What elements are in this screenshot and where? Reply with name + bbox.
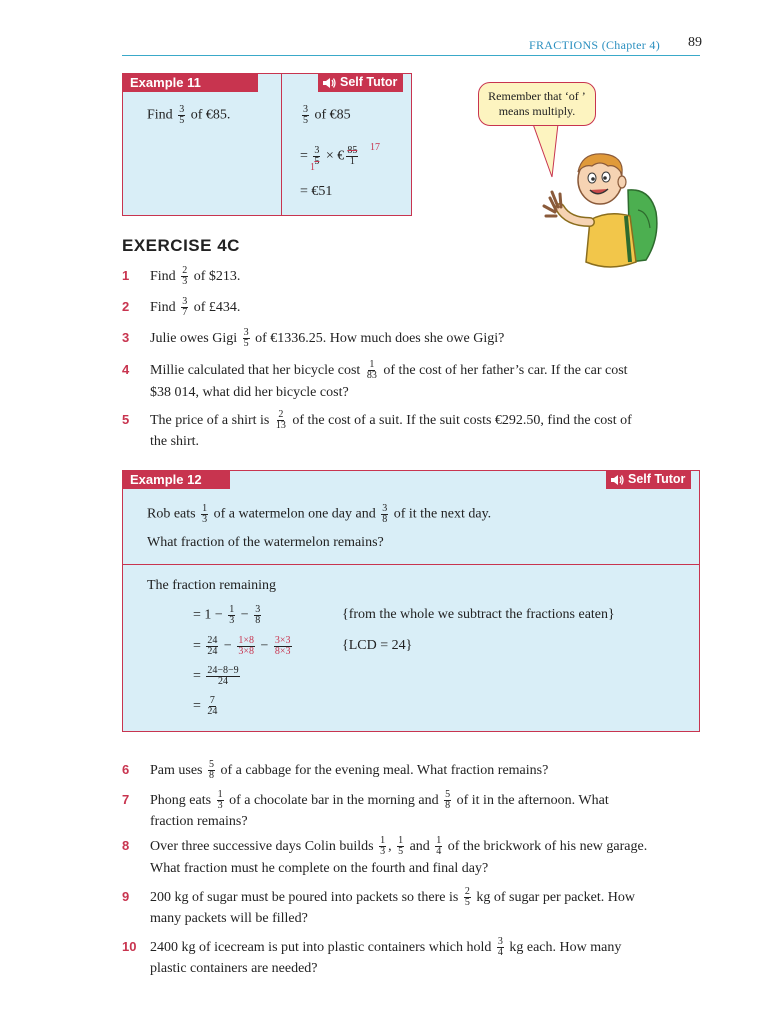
fraction: $\frac{3}{5}$ bbox=[314, 145, 320, 167]
question-3: Julie owes Gigi $\frac{3}{5}$ of €1336.25. How much does she owe Gigi? bbox=[150, 327, 505, 350]
question-6: Pam uses $\frac{5}{8}$ of a cabbage for the evening meal. What fraction remains? bbox=[150, 759, 549, 782]
example-11-question: Find $\frac{3}{5}$ of €85. bbox=[147, 104, 231, 126]
self-tutor-button-12[interactable] bbox=[606, 470, 691, 489]
fraction: $\frac{24-8-9}{24}$ bbox=[207, 665, 239, 687]
question-number: 8 bbox=[122, 838, 130, 853]
solution-line-3: = $\frac{24-8-9}{24}$ bbox=[193, 665, 239, 687]
example-11-box bbox=[122, 73, 412, 216]
cancelled-denominator: 1 bbox=[310, 162, 315, 173]
fraction: $\frac{2}{5}$ bbox=[464, 886, 470, 909]
fraction: $\frac{24}{24}$ bbox=[207, 635, 218, 657]
solution-intro: The fraction remaining bbox=[147, 578, 277, 593]
question-9-line-2: many packets will be filled? bbox=[150, 911, 308, 926]
solution-note-1: {from the whole we subtract the fractions eaten} bbox=[342, 607, 615, 622]
example-12-question: Rob eats $\frac{1}{3}$ of a watermelon one day and $\frac{3}{8}$ of it the next day. bbox=[147, 503, 492, 525]
example-12-question-line-2: What fraction of the watermelon remains? bbox=[147, 535, 384, 550]
fraction: $\frac{85}{1}$ bbox=[347, 145, 358, 167]
example-12-divider bbox=[123, 564, 699, 565]
fraction: $\frac{3}{8}$ bbox=[255, 604, 261, 626]
speech-bubble: Remember that ‘of ’ means multiply. bbox=[478, 82, 596, 126]
question-2: Find $\frac{3}{7}$ of £434. bbox=[150, 296, 241, 319]
question-number: 7 bbox=[122, 792, 130, 807]
question-4: Millie calculated that her bicycle cost $\frac{1}{83}$ of the cost of her father’s car. If the car cost bbox=[150, 359, 628, 382]
example-11-step-3: = €51 bbox=[300, 184, 333, 199]
question-number: 10 bbox=[122, 939, 137, 954]
question-number: 1 bbox=[122, 268, 130, 283]
solution-line-4: = $\frac{7}{24}$ bbox=[193, 695, 218, 717]
fraction: $\frac{3\times 3}{8\times 3}$ bbox=[274, 635, 291, 657]
fraction: $\frac{3}{8}$ bbox=[382, 503, 388, 525]
fraction: $\frac{1}{3}$ bbox=[229, 604, 235, 626]
fraction: $\frac{1}{4}$ bbox=[436, 835, 442, 858]
fraction: $\frac{2}{13}$ bbox=[275, 409, 286, 432]
question-number: 9 bbox=[122, 889, 130, 904]
question-4-line-2: $38 014, what did her bicycle cost? bbox=[150, 385, 349, 400]
question-number: 4 bbox=[122, 362, 130, 377]
fraction: $\frac{3}{7}$ bbox=[182, 296, 188, 319]
page-number: 89 bbox=[688, 35, 702, 50]
exercise-title: EXERCISE 4C bbox=[122, 236, 240, 255]
self-tutor-button-11[interactable] bbox=[318, 73, 403, 92]
question-10-line-2: plastic containers are needed? bbox=[150, 961, 318, 976]
question-number: 6 bbox=[122, 762, 130, 777]
fraction: $\frac{1}{5}$ bbox=[398, 835, 404, 858]
question-1: Find $\frac{2}{3}$ of $213. bbox=[150, 265, 241, 288]
cancelled-result: 17 bbox=[370, 142, 380, 153]
fraction: $\frac{1}{3}$ bbox=[217, 789, 223, 812]
question-8-line-2: What fraction must he complete on the fourth and final day? bbox=[150, 861, 489, 876]
question-5: The price of a shirt is $\frac{2}{13}$ of the cost of a suit. If the suit costs €292.50, find the cost of bbox=[150, 409, 632, 432]
question-8: Over three successive days Colin builds $\frac{1}{3}$ , $\frac{1}{5}$ and $\frac{1}{4}$ of the brickwork of his new garage. bbox=[150, 835, 648, 858]
solution-note-2: {LCD = 24} bbox=[342, 638, 413, 653]
question-number: 3 bbox=[122, 330, 130, 345]
fraction: $\frac{2}{3}$ bbox=[182, 265, 188, 288]
question-10: 2400 kg of icecream is put into plastic containers which hold $\frac{3}{4}$ kg each. How many bbox=[150, 936, 622, 959]
speaker-icon bbox=[610, 474, 624, 486]
example-12-label: Example 12 bbox=[122, 470, 230, 489]
example-11-step-1: $\frac{3}{5}$ of €85 bbox=[303, 104, 351, 126]
example-11-step-2: = $\frac{3}{5}$ 1 × € $\frac{85}{1}$ 17 bbox=[300, 146, 360, 167]
header-rule bbox=[122, 55, 700, 56]
fraction: $\frac{3}{4}$ bbox=[497, 936, 503, 959]
question-7: Phong eats $\frac{1}{3}$ of a chocolate bar in the morning and $\frac{5}{8}$ of it in the afternoon. What bbox=[150, 789, 609, 812]
speaker-icon bbox=[322, 77, 336, 89]
question-7-line-2: fraction remains? bbox=[150, 814, 248, 829]
fraction: $\frac{1}{3}$ bbox=[380, 835, 386, 858]
example-11-label: Example 11 bbox=[122, 73, 258, 92]
question-number: 5 bbox=[122, 412, 130, 427]
fraction: $\frac{5}{8}$ bbox=[209, 759, 214, 782]
example-11-divider bbox=[281, 74, 282, 215]
self-tutor-label: Self Tutor bbox=[340, 75, 398, 89]
fraction: $\frac{7}{24}$ bbox=[207, 695, 218, 717]
fraction: $\frac{1\times 8}{3\times 8}$ bbox=[238, 635, 254, 657]
question-5-line-2: the shirt. bbox=[150, 434, 199, 449]
boy-illustration-icon bbox=[538, 150, 668, 275]
fraction: $\frac{5}{8}$ bbox=[445, 789, 451, 812]
fraction: $\frac{1}{83}$ bbox=[366, 359, 377, 382]
question-number: 2 bbox=[122, 299, 130, 314]
self-tutor-label: Self Tutor bbox=[628, 472, 686, 486]
fraction: $\frac{1}{3}$ bbox=[202, 503, 208, 525]
fraction: $\frac{3}{5}$ bbox=[303, 104, 308, 126]
solution-line-2: = $\frac{24}{24}$ − $\frac{1\times 8}{3\times 8}$ − $\frac{3\times 3}{8\times 3}$ bbox=[193, 635, 291, 657]
chapter-header: FRACTIONS (Chapter 4) bbox=[529, 38, 660, 52]
solution-line-1: = 1 − $\frac{1}{3}$ − $\frac{3}{8}$ bbox=[193, 604, 261, 626]
question-9: 200 kg of sugar must be poured into packets so there is $\frac{2}{5}$ kg of sugar per packet. How bbox=[150, 886, 635, 909]
fraction: $\frac{3}{5}$ bbox=[243, 327, 249, 350]
fraction: $\frac{3}{5}$ bbox=[179, 104, 185, 126]
